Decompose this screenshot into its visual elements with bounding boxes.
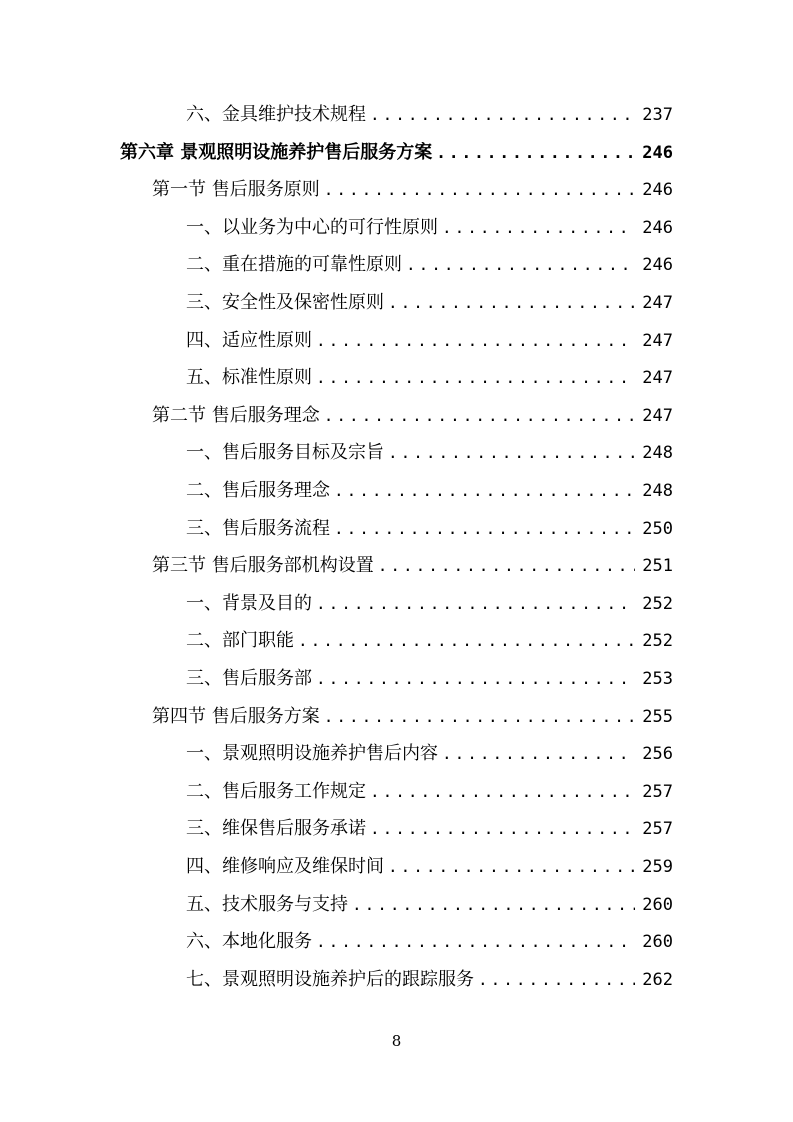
toc-dot-leader xyxy=(478,965,635,995)
toc-entry-title: 四、适应性原则 xyxy=(186,329,312,351)
toc-entry-page: 248 xyxy=(642,443,673,464)
toc-entry-item[interactable] xyxy=(186,626,673,656)
toc-dot-leader xyxy=(370,814,635,844)
toc-entry-title: 七、景观照明设施养护后的跟踪服务 xyxy=(186,968,474,990)
toc-entry-section[interactable] xyxy=(152,551,673,581)
toc-entry-page: 260 xyxy=(642,932,673,953)
toc-entry-page: 259 xyxy=(642,857,673,877)
toc-dot-leader xyxy=(406,250,635,280)
toc-dot-leader xyxy=(316,326,635,356)
toc-entry-title: 三、售后服务部 xyxy=(186,668,312,689)
toc-dot-leader xyxy=(316,927,635,957)
toc-entry-item[interactable] xyxy=(186,100,673,130)
toc-dot-leader xyxy=(436,138,635,168)
toc-dot-leader xyxy=(298,626,635,656)
toc-entry-item[interactable] xyxy=(186,363,673,393)
toc-entry-title: 第六章 景观照明设施养护售后服务方案 xyxy=(120,141,433,163)
toc-entry-page: 257 xyxy=(642,819,673,840)
toc-entry-section[interactable] xyxy=(152,702,673,732)
toc-dot-leader xyxy=(334,514,635,544)
toc-entry-page: 247 xyxy=(642,330,673,351)
toc-entry-page: 246 xyxy=(642,142,673,163)
toc-dot-leader xyxy=(442,739,635,769)
toc-entry-section[interactable] xyxy=(152,401,673,431)
toc-entry-title: 六、本地化服务 xyxy=(186,931,312,953)
toc-entry-page: 250 xyxy=(642,518,673,539)
toc-entry-item[interactable] xyxy=(186,777,673,807)
toc-entry-title: 三、售后服务流程 xyxy=(186,517,330,539)
toc-dot-leader xyxy=(370,100,635,130)
toc-dot-leader xyxy=(388,438,635,468)
toc-entry-title: 三、维保售后服务承诺 xyxy=(186,818,366,840)
toc-entry-page: 257 xyxy=(642,781,673,802)
toc-dot-leader xyxy=(378,551,635,581)
toc-entry-section[interactable] xyxy=(152,175,673,205)
toc-entry-item[interactable] xyxy=(186,514,673,544)
toc-entry-page: 252 xyxy=(642,593,673,614)
toc-dot-leader xyxy=(324,175,635,205)
toc-entry-page: 247 xyxy=(642,405,673,426)
toc-entry-item[interactable] xyxy=(186,890,673,920)
toc-entry-page: 246 xyxy=(642,255,673,276)
toc-entry-title: 一、以业务为中心的可行性原则 xyxy=(186,216,438,238)
toc-entry-title: 第三节 售后服务部机构设置 xyxy=(152,555,374,577)
toc-entry-title: 六、金具维护技术规程 xyxy=(186,104,366,125)
toc-dot-leader xyxy=(352,890,635,920)
toc-entry-title: 第四节 售后服务方案 xyxy=(152,705,320,727)
toc-entry-item[interactable] xyxy=(186,852,673,882)
toc-entry-title: 一、背景及目的 xyxy=(186,592,312,614)
toc-dot-leader xyxy=(388,288,635,318)
toc-entry-item[interactable] xyxy=(186,288,673,318)
toc-dot-leader xyxy=(316,664,635,694)
toc-entry-item[interactable] xyxy=(186,664,673,694)
toc-entry-item[interactable] xyxy=(186,476,673,506)
toc-entry-item[interactable] xyxy=(186,814,673,844)
toc-entry-item[interactable] xyxy=(186,965,673,995)
toc-entry-page: 247 xyxy=(642,368,673,389)
toc-entry-item[interactable] xyxy=(186,927,673,957)
toc-entry-title: 第二节 售后服务理念 xyxy=(152,404,320,426)
toc-dot-leader xyxy=(388,852,635,882)
toc-dot-leader xyxy=(316,363,635,393)
toc-entry-title: 一、景观照明设施养护售后内容 xyxy=(186,743,438,765)
toc-dot-leader xyxy=(316,589,635,619)
toc-entry-title: 二、售后服务理念 xyxy=(186,480,330,501)
toc-entry-page: 262 xyxy=(642,969,673,990)
toc-entry-page: 253 xyxy=(642,669,673,689)
toc-dot-leader xyxy=(370,777,635,807)
toc-dot-leader xyxy=(442,213,635,243)
toc-entry-page: 260 xyxy=(642,894,673,915)
toc-entry-page: 251 xyxy=(642,556,673,577)
toc-entry-page: 237 xyxy=(642,105,673,125)
toc-entry-title: 二、售后服务工作规定 xyxy=(186,780,366,802)
toc-entry-item[interactable] xyxy=(186,250,673,280)
toc-dot-leader xyxy=(324,401,635,431)
toc-entry-title: 四、维修响应及维保时间 xyxy=(186,856,384,877)
toc-entry-page: 255 xyxy=(642,706,673,727)
toc-entry-title: 二、重在措施的可靠性原则 xyxy=(186,254,402,276)
toc-entry-page: 246 xyxy=(642,180,673,201)
toc-entry-title: 二、部门职能 xyxy=(186,630,294,652)
toc-entry-item[interactable] xyxy=(186,326,673,356)
toc-entry-page: 248 xyxy=(642,481,673,501)
toc-entry-title: 一、售后服务目标及宗旨 xyxy=(186,442,384,464)
toc-entry-item[interactable] xyxy=(186,438,673,468)
toc-entry-title: 第一节 售后服务原则 xyxy=(152,179,320,201)
toc-entry-page: 256 xyxy=(642,744,673,765)
toc-entry-page: 247 xyxy=(642,293,673,313)
toc-entry-item[interactable] xyxy=(186,213,673,243)
toc-entry-page: 252 xyxy=(642,631,673,652)
toc-entry-item[interactable] xyxy=(186,739,673,769)
toc-entry-item[interactable] xyxy=(186,589,673,619)
toc-entry-title: 五、技术服务与支持 xyxy=(186,893,348,915)
toc-entry-page: 246 xyxy=(642,217,673,238)
toc-dot-leader xyxy=(334,476,635,506)
toc-entry-title: 五、标准性原则 xyxy=(186,367,312,389)
toc-entry-title: 三、安全性及保密性原则 xyxy=(186,292,384,313)
toc-dot-leader xyxy=(324,702,635,732)
page-number: 8 xyxy=(391,1032,402,1050)
toc-entry-chapter[interactable] xyxy=(120,138,673,168)
